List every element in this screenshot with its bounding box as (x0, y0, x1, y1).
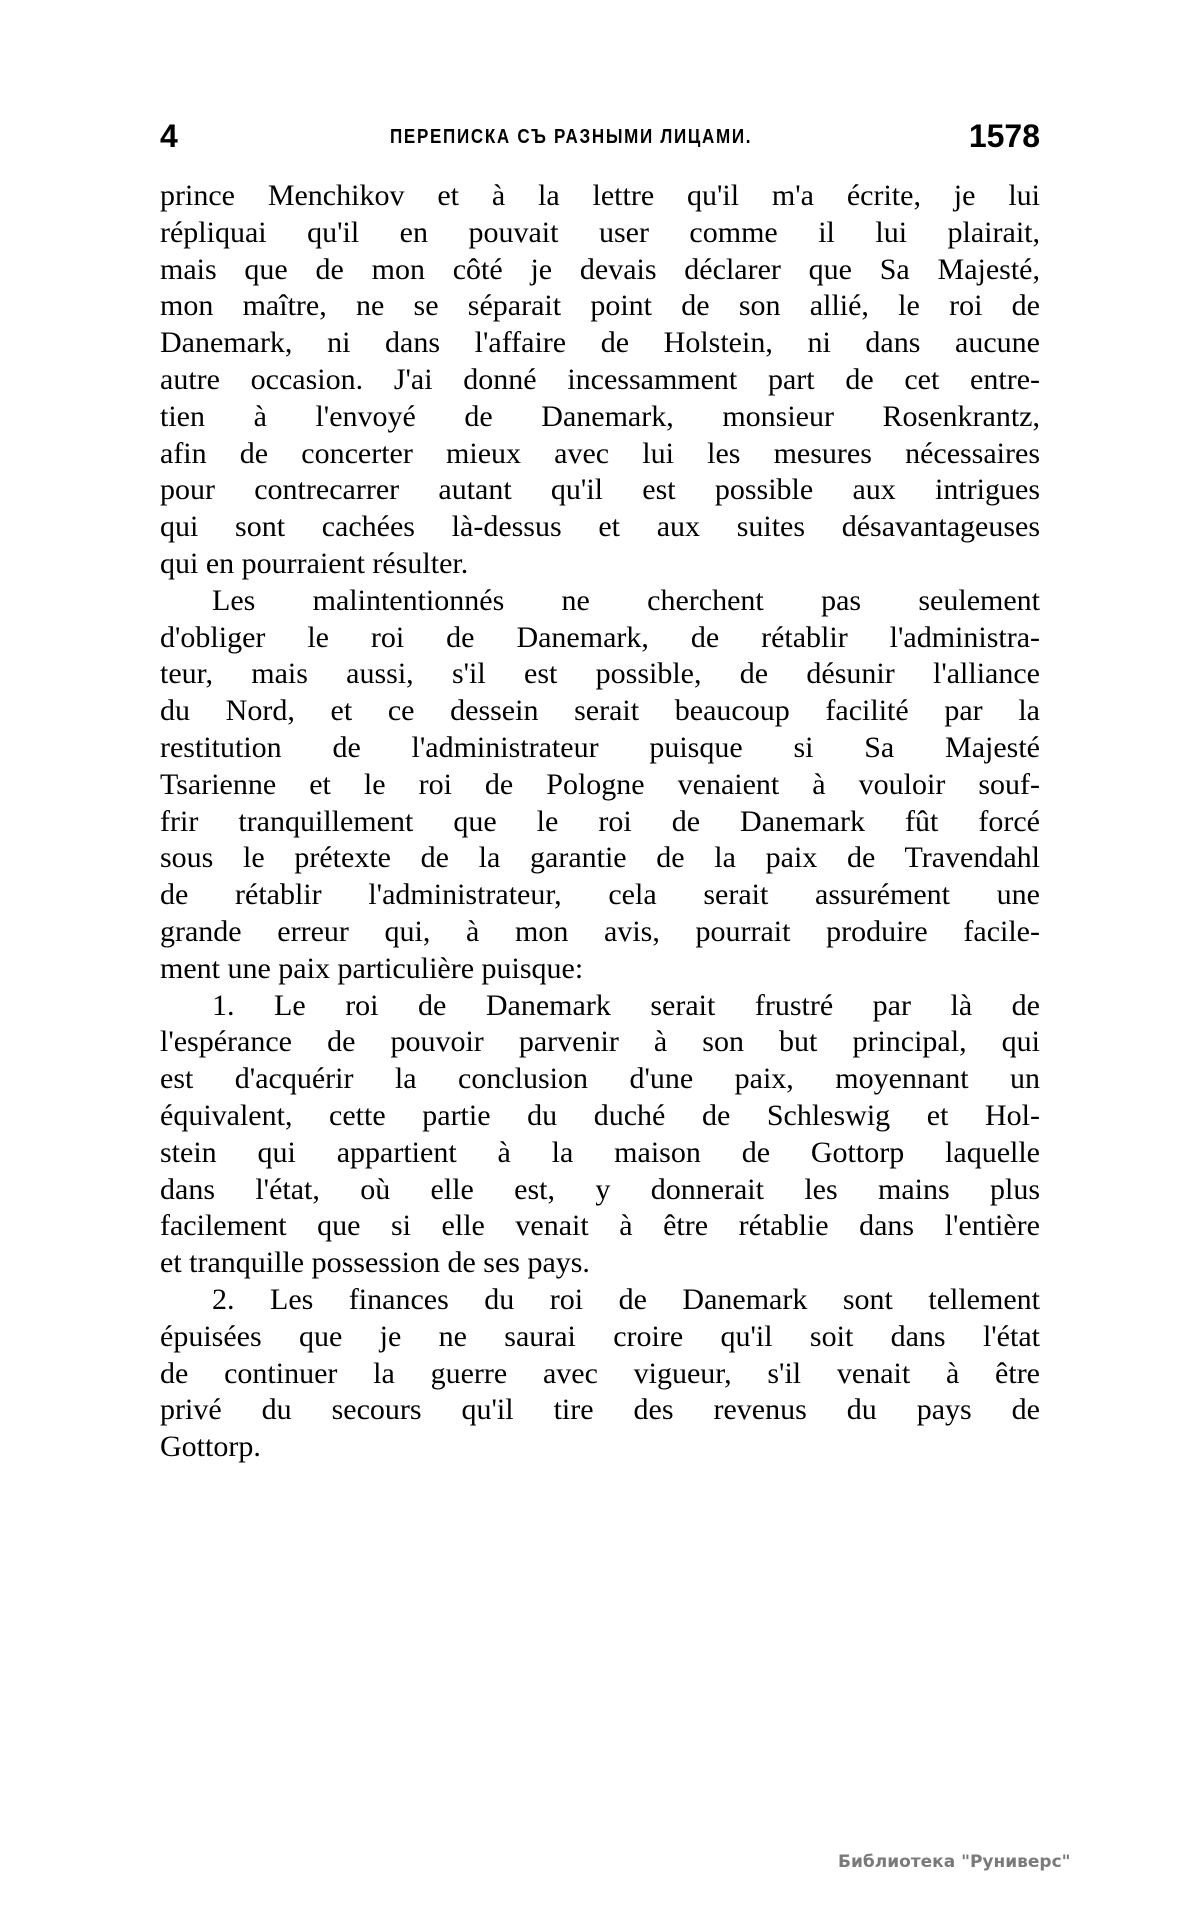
text-line: teur, mais aussi, s'il est possible, de désunir l'alliance (160, 657, 1040, 691)
text-line: équivalent, cette partie du duché de Schleswig et Hol- (160, 1098, 1040, 1132)
text-line: autre occasion. J'ai donné incessamment part de cet entre- (160, 362, 1040, 396)
page-number: 4 (160, 118, 178, 154)
text-line: mon maître, ne se séparait point de son allié, le roi de (160, 289, 1040, 323)
text-line: 1. Le roi de Danemark serait frustré par là de (212, 988, 1040, 1022)
text-line: pour contrecarrer autant qu'il est possible aux intrigues (160, 473, 1040, 507)
text-line: stein qui appartient à la maison de Gottorp laquelle (160, 1135, 1040, 1169)
running-title: ПЕРЕПИСКА СЪ РАЗНЫМИ ЛИЦАМИ. (390, 126, 753, 148)
text-line: de continuer la guerre avec vigueur, s'il venait à être (160, 1356, 1040, 1390)
text-line: privé du secours qu'il tire des revenus du pays de (160, 1393, 1040, 1427)
library-watermark: Библиотека "Руниверс" (838, 1852, 1071, 1872)
text-line: Danemark, ni dans l'affaire de Holstein, ni dans aucune (160, 326, 1040, 360)
running-header (160, 118, 1040, 158)
text-line: Les malintentionnés ne cherchent pas seulement (212, 583, 1040, 617)
text-line: du Nord, et ce dessein serait beaucoup facilité par la (160, 694, 1040, 728)
text-line: Gottorp. (160, 1430, 261, 1464)
text-line: l'espérance de pouvoir parvenir à son but principal, qui (160, 1025, 1040, 1059)
text-line: qui en pourraient résulter. (160, 546, 469, 580)
text-line: grande erreur qui, à mon avis, pourrait produire facile- (160, 914, 1040, 948)
text-line: de rétablir l'administrateur, cela serait assurément une (160, 878, 1040, 912)
text-line: tien à l'envoyé de Danemark, monsieur Rosenkrantz, (160, 399, 1040, 433)
text-line: prince Menchikov et à la lettre qu'il m'a écrite, je lui (160, 179, 1040, 212)
text-line: est d'acquérir la conclusion d'une paix, moyennant un (160, 1062, 1040, 1096)
text-line: frir tranquillement que le roi de Danemark fût forcé (160, 804, 1040, 838)
text-line: qui sont cachées là-dessus et aux suites désavantageuses (160, 510, 1040, 544)
text-line: Tsarienne et le roi de Pologne venaient à vouloir souf- (160, 767, 1040, 801)
text-line: épuisées que je ne saurai croire qu'il soit dans l'état (160, 1319, 1040, 1353)
text-line: d'obliger le roi de Danemark, de rétablir l'administra- (160, 620, 1040, 654)
text-line: restitution de l'administrateur puisque si Sa Majesté (160, 730, 1040, 764)
text-line: facilement que si elle venait à être rétablie dans l'entière (160, 1209, 1040, 1243)
text-line: 2. Les finances du roi de Danemark sont tellement (212, 1282, 1040, 1316)
body-text (160, 178, 1040, 1466)
text-line: mais que de mon côté je devais déclarer que Sa Majesté, (160, 252, 1040, 286)
text-line: et tranquille possession de ses pays. (160, 1246, 590, 1280)
text-line: sous le prétexte de la garantie de la paix de Travendahl (160, 841, 1040, 875)
text-line: afin de concerter mieux avec lui les mesures nécessaires (160, 436, 1040, 470)
year: 1578 (968, 118, 1040, 154)
text-line: répliquai qu'il en pouvait user comme il lui plairait, (160, 215, 1040, 249)
text-line: dans l'état, où elle est, y donnerait les mains plus (160, 1172, 1040, 1206)
text-line: ment une paix particulière puisque: (160, 951, 584, 985)
